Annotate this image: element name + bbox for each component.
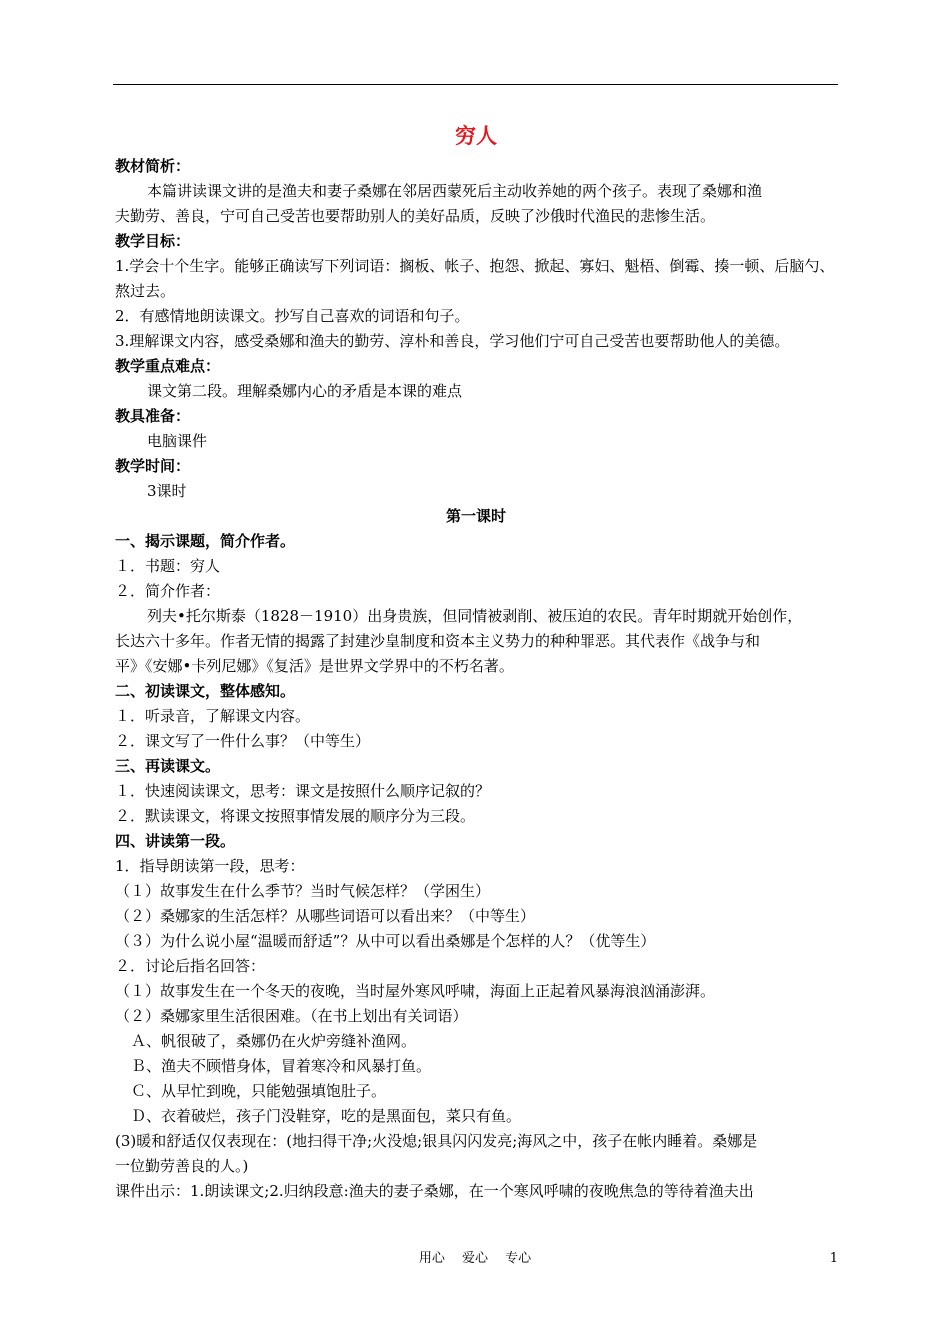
text-line: 电脑课件 bbox=[147, 432, 208, 450]
text-line: 列夫•托尔斯泰（1828－1910）出身贵族，但同情被剥削、被压迫的农民。青年时期就开始创作， bbox=[147, 607, 803, 625]
text-line: （１）故事发生在一个冬天的夜晚，当时屋外寒风呼啸，海面上正起着风暴海浪汹涌澎湃。 bbox=[115, 982, 716, 1000]
section-heading: 教具准备： bbox=[115, 407, 191, 425]
text-line: Ｄ、衣着破烂，孩子门没鞋穿，吃的是黑面包，菜只有鱼。 bbox=[131, 1107, 522, 1125]
text-line: (3)暖和舒适仅仅表现在：(地扫得干净;火没熄;银具闪闪发亮;海风之中，孩子在帐内睡着。桑娜是 bbox=[115, 1132, 758, 1150]
text-line: ２．讨论后指名回答： bbox=[115, 957, 266, 975]
section-heading: 第一课时 bbox=[445, 507, 506, 525]
text-line: Ｃ、从早忙到晚，只能勉强填饱肚子。 bbox=[131, 1082, 387, 1100]
document-title: 穷人 bbox=[455, 123, 497, 148]
text-line: 1.学会十个生字。能够正确读写下列词语：搁板、帐子、抱怨、掀起、寡妇、魁梧、倒霉、揍一顿、后脑勺、 bbox=[115, 257, 835, 275]
text-line: （１）故事发生在什么季节？当时气候怎样？（学困生） bbox=[115, 882, 491, 900]
text-line: （３）为什么说小屋“温暖而舒适”？从中可以看出桑娜是个怎样的人？（优等生） bbox=[115, 932, 656, 950]
footer-motto: 用心 爱心 专心 bbox=[418, 1251, 532, 1266]
section-heading: 教学目标： bbox=[115, 232, 191, 250]
text-line: ２．默读课文，将课文按照事情发展的顺序分为三段。 bbox=[115, 807, 476, 825]
text-line: 一位勤劳善良的人。) bbox=[115, 1157, 249, 1175]
text-line: （２）桑娜家里生活很困难。（在书上划出有关词语） bbox=[115, 1007, 468, 1025]
text-line: ２．课文写了一件什么事？（中等生） bbox=[115, 732, 371, 750]
text-line: 3.理解课文内容，感受桑娜和渔夫的勤劳、淳朴和善良，学习他们宁可自己受苦也要帮助他人的美德。 bbox=[115, 332, 790, 350]
page-footer bbox=[0, 1249, 950, 1269]
text-line: 2．有感情地朗读课文。抄写自己喜欢的词语和句子。 bbox=[115, 307, 470, 325]
text-line: 夫勤劳、善良，宁可自己受苦也要帮助别人的美好品质，反映了沙俄时代渔民的悲惨生活。 bbox=[115, 207, 716, 225]
page-number: 1 bbox=[829, 1251, 838, 1266]
text-line: 本篇讲读课文讲的是渔夫和妻子桑娜在邻居西蒙死后主动收养她的两个孩子。表现了桑娜和渔 bbox=[147, 182, 763, 200]
section-heading: 一、揭示课题，简介作者。 bbox=[115, 532, 296, 550]
header-rule bbox=[113, 84, 838, 85]
text-line: 熬过去。 bbox=[115, 282, 176, 300]
text-line: １．听录音，了解课文内容。 bbox=[115, 707, 311, 725]
text-line: 1．指导朗读第一段，思考： bbox=[115, 857, 305, 875]
text-line: 课文第二段。理解桑娜内心的矛盾是本课的难点 bbox=[147, 382, 463, 400]
text-line: 3课时 bbox=[147, 482, 187, 500]
text-line: ２．简介作者： bbox=[115, 582, 221, 600]
text-line: １．快速阅读课文，思考：课文是按照什么顺序记叙的？ bbox=[115, 782, 491, 800]
document-body bbox=[115, 118, 837, 1204]
section-heading: 教学时间： bbox=[115, 457, 191, 475]
section-heading: 三、再读课文。 bbox=[115, 757, 221, 775]
text-line: １．书题：穷人 bbox=[115, 557, 221, 575]
text-line: （２）桑娜家的生活怎样？从哪些词语可以看出来？（中等生） bbox=[115, 907, 536, 925]
text-line: Ｂ、渔夫不顾惜身体，冒着寒冷和风暴打鱼。 bbox=[131, 1057, 432, 1075]
section-heading: 二、初读课文，整体感知。 bbox=[115, 682, 296, 700]
document-content bbox=[115, 154, 837, 1204]
text-line: 长达六十多年。作者无情的揭露了封建沙皇制度和资本主义势力的种种罪恶。其代表作《战争与和 bbox=[115, 632, 761, 650]
text-line: Ａ、帆很破了，桑娜仍在火炉旁缝补渔网。 bbox=[131, 1032, 417, 1050]
text-line: 课件出示：1.朗读课文;2.归纳段意:渔夫的妻子桑娜，在一个寒风呼啸的夜晚焦急的等待着渔夫出 bbox=[115, 1182, 754, 1200]
section-heading: 教学重点难点： bbox=[115, 357, 221, 375]
text-line: 平》《安娜•卡列尼娜》《复活》是世界文学界中的不朽名著。 bbox=[115, 657, 514, 675]
section-heading: 教材简析： bbox=[115, 157, 191, 175]
section-heading: 四、讲读第一段。 bbox=[115, 832, 236, 850]
